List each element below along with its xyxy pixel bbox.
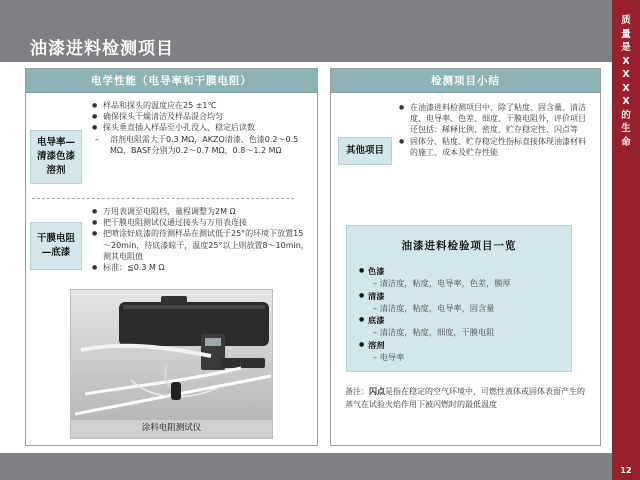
paint-type-detail: – 电导率	[373, 352, 405, 363]
flash-point-note	[345, 386, 585, 411]
tag-line: 溶剂	[46, 165, 66, 176]
side-char: X	[622, 55, 630, 67]
side-char: X	[622, 69, 630, 80]
tag-line: 清漆色漆	[36, 151, 75, 162]
list-item: ● 确保探头干燥清洁及样品混合均匀	[92, 111, 310, 122]
summary-list	[399, 102, 591, 158]
paint-type: ● 清漆	[359, 290, 511, 302]
list-item: ● 样品和探头的温度应在25 ±1℃	[92, 100, 310, 111]
dry-film-tag	[30, 222, 82, 270]
list-item: ● 固体分、粘度、贮存稳定性指标直接体现油漆材料的施工、成本及贮存性能	[399, 136, 591, 158]
list-item: ● 把喷涂好底漆的待测样品在测试低于25°的环境下放置15～20min，待底漆晾干，温度25°以上则放置8～10min，测其电阻值	[92, 228, 310, 262]
tag-line: 干膜电阻	[36, 233, 75, 244]
panel-header: 检测项目小结	[331, 69, 600, 93]
paint-type-detail: – 清洁度，粘度，电导率，固含量	[373, 302, 495, 313]
note-prefix: 备注：	[345, 387, 369, 396]
side-char: 质	[621, 15, 631, 26]
side-char: 生	[621, 123, 631, 134]
tag-line: —底漆	[41, 247, 71, 258]
inspection-overview-box	[346, 225, 572, 372]
side-slogan	[612, 14, 640, 149]
page-number: 12	[620, 466, 632, 475]
section-divider	[32, 198, 294, 199]
list-item: ● 在油漆进料检测项目中，除了粘度、固含量、清洁度、电导率、色差、细度、干膜电阻外，评价项目还包括：稀释比例、密度、贮存稳定性、闪点等	[399, 102, 591, 136]
note-term: 闪点	[369, 387, 385, 396]
overview-list	[359, 265, 511, 363]
paint-type-detail: – 清洁度，粘度，细度，干膜电阻	[373, 327, 495, 338]
list-item: – 溶剂电阻需大于0.3 MΩ，AKZO清漆、色漆0.2～0.5 MΩ，BASF分别为0.2～0.7 MΩ，0.8～1.2 MΩ	[92, 134, 310, 156]
conductivity-list	[92, 100, 310, 156]
conductivity-tag	[30, 130, 82, 184]
tag-line: 电导率—	[36, 137, 75, 148]
list-item: ● 万用表调至电阻档，量程调整为2M Ω	[92, 206, 310, 217]
other-items-tag: 其他项目	[338, 137, 392, 165]
photo-caption: 涂料电阻测试仪	[141, 423, 202, 433]
overview-title: 油漆进料检验项目一览	[401, 240, 517, 252]
paint-type-detail: – 清洁度，粘度，电导率，色差，膜厚	[373, 278, 511, 289]
side-char: X	[622, 82, 630, 94]
side-char: 命	[621, 136, 631, 148]
tester-illustration	[71, 290, 273, 420]
side-char: 量	[621, 28, 631, 40]
paint-type: ● 底漆	[359, 314, 511, 326]
side-char: 的	[621, 109, 631, 121]
panel-header: 电学性能（电导率和干膜电阻）	[26, 69, 317, 93]
list-item: ● 探头垂直插入样品至小孔没入，稳定后读数	[92, 122, 310, 133]
note-text: 是指在稳定的空气环境中，可燃性液体或固体表面产生的蒸气在试验火焰作用下被闪燃时的最低温度	[345, 387, 585, 409]
side-char: 是	[621, 42, 631, 53]
paint-type: ● 溶剂	[359, 339, 511, 351]
page-title: 油漆进料检测项目	[30, 39, 174, 59]
resistance-tester-photo	[70, 289, 273, 439]
dry-film-list	[92, 206, 310, 273]
list-item: ● 标准：≦0.3 M Ω	[92, 262, 310, 273]
footer-bar	[0, 453, 612, 480]
paint-type: ● 色漆	[359, 265, 511, 277]
list-item: ● 把干膜电阻测试仪通过接头与万用表连接	[92, 217, 310, 228]
side-char: X	[622, 96, 630, 107]
